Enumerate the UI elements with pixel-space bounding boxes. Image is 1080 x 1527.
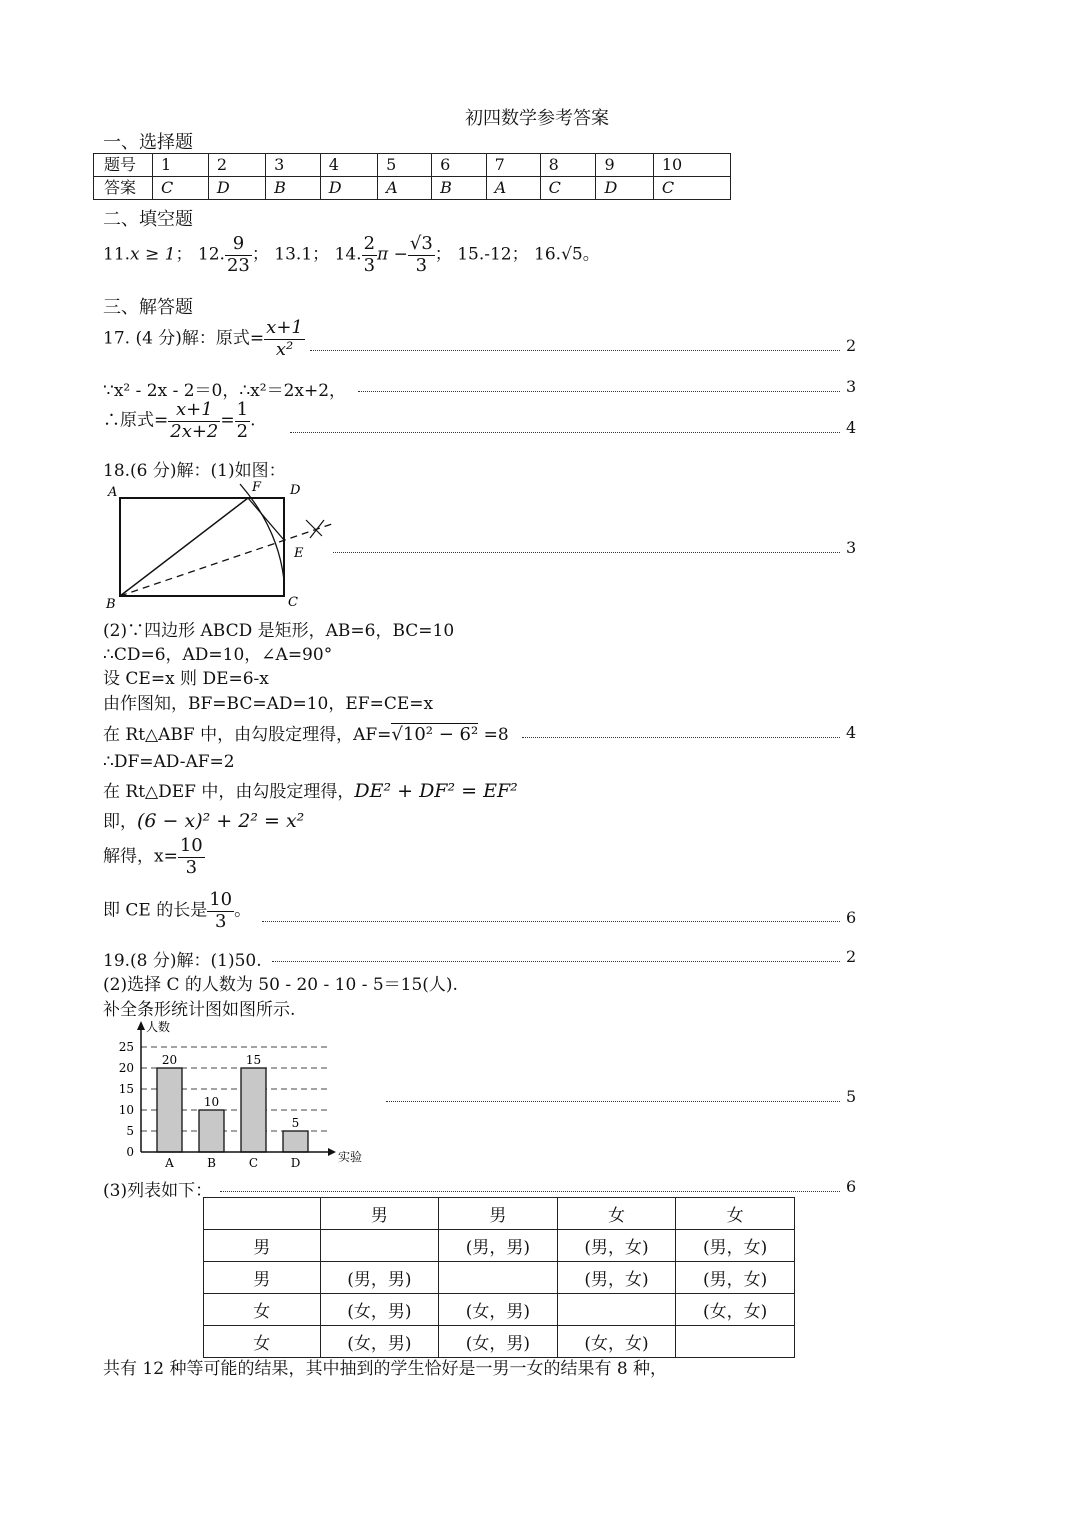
x-tick-label: C	[248, 1156, 259, 1170]
leader-dots	[220, 1191, 840, 1192]
points-q18-6: 4	[846, 723, 857, 742]
q14-denominator: 3	[363, 254, 376, 276]
outcome-cell: (女，女)	[557, 1326, 676, 1358]
q18-ce-denominator: 3	[214, 910, 227, 932]
cell-number: 2	[208, 154, 265, 177]
cell-number: 1	[153, 154, 209, 177]
q18-line-5: 由作图知，BF=BC=AD=10，EF=CE=x	[103, 694, 434, 714]
cell-answer: D	[208, 177, 265, 200]
q18-ce-label: 即 CE 的长是	[103, 900, 208, 921]
q19-line-2: (2)选择 C 的人数为 50 - 20 - 10 - 5＝15(人).	[103, 975, 458, 995]
q17-f3-numerator: 1	[236, 399, 249, 420]
x-axis-label: 实验	[338, 1150, 363, 1164]
outcome-cell	[676, 1326, 795, 1358]
points-q19-4: 6	[846, 1177, 857, 1196]
outcome-cell: (女，男)	[320, 1294, 439, 1326]
cell-answer: B	[432, 177, 487, 200]
separator: ；	[511, 244, 529, 265]
bar-value-label: 20	[161, 1053, 178, 1067]
q11-answer: x ≥ 1	[130, 244, 176, 265]
q17-f1-denominator: x²	[275, 338, 294, 360]
q17-line-1	[103, 318, 305, 360]
q14-label: 14.	[334, 244, 362, 265]
outcome-cell: (女，女)	[676, 1294, 795, 1326]
outcome-row-label: 女	[204, 1294, 321, 1326]
outcome-cell: (男，女)	[557, 1262, 676, 1294]
q18-af-value: =8	[478, 725, 509, 745]
cell-answer: A	[378, 177, 432, 200]
q11-label: 11.	[103, 244, 131, 265]
x-tick-label: B	[207, 1156, 216, 1170]
y-tick-label: 10	[118, 1103, 134, 1117]
row-label-answer: 答案	[94, 177, 153, 200]
row-label-number: 题号	[94, 154, 153, 177]
cell-number: 4	[320, 154, 377, 177]
period: 。	[234, 900, 252, 921]
q18-line-11	[103, 890, 251, 932]
bar-value-label: 15	[245, 1053, 262, 1067]
q18-so-label: 即，	[103, 812, 137, 832]
leader-dots	[358, 391, 840, 392]
y-tick-label: 15	[118, 1082, 134, 1096]
fill-answers-line	[103, 234, 600, 276]
q16-answer: √5	[561, 244, 583, 265]
cell-answer: C	[653, 177, 730, 200]
y-tick-label: 25	[118, 1040, 134, 1054]
q15-answer: 15.-12	[457, 244, 512, 265]
q14-denominator-2: 3	[415, 254, 428, 276]
outcome-row-label	[204, 1198, 321, 1230]
outcome-table	[203, 1197, 795, 1358]
period: 。	[582, 244, 600, 265]
leader-dots	[386, 1101, 840, 1102]
leader-dots	[522, 737, 840, 738]
answer-table-row-answers	[94, 177, 731, 200]
outcome-cell: (女，男)	[439, 1326, 558, 1358]
label-B: B	[106, 597, 116, 612]
q19-line-4: (3)列表如下：	[103, 1181, 213, 1201]
label-E: E	[294, 546, 304, 561]
section-solutions: 三、解答题	[103, 297, 193, 318]
cell-number: 5	[378, 154, 432, 177]
q18-x-numerator: 10	[179, 835, 203, 856]
q17-line-2: ∵x² - 2x - 2＝0，∴x²＝2x+2，	[103, 381, 347, 401]
q16-label: 16.	[534, 244, 562, 265]
q14-fraction-1	[362, 234, 377, 276]
leader-dots	[290, 432, 840, 433]
q17-line-3	[103, 400, 256, 442]
outcome-row-label: 男	[204, 1262, 321, 1294]
bar-D	[283, 1131, 308, 1152]
q17-fraction-1	[264, 318, 305, 360]
bar-B	[199, 1110, 224, 1152]
q18-line-8	[103, 777, 518, 802]
q13-answer: 13.1	[274, 244, 313, 265]
q18-line-10	[103, 836, 205, 878]
section-multiple-choice: 一、选择题	[103, 132, 193, 153]
cell-number: 8	[540, 154, 596, 177]
label-C: C	[288, 595, 298, 610]
points-q18-11: 6	[846, 908, 857, 927]
cell-answer: C	[540, 177, 596, 200]
bar-value-label: 10	[203, 1095, 220, 1109]
q18-geometry-figure	[100, 476, 340, 616]
outcome-cell: (男，女)	[676, 1262, 795, 1294]
points-q19-3: 5	[846, 1087, 857, 1106]
q12-denominator: 23	[226, 254, 250, 276]
q18-def-label: 在 Rt△DEF 中，由勾股定理得，	[103, 782, 355, 802]
points-q19-1: 2	[846, 947, 857, 966]
q12-label: 12.	[197, 244, 225, 265]
q17-f2-denominator: 2x+2	[170, 420, 219, 442]
cell-number: 6	[432, 154, 487, 177]
outcome-table-row	[204, 1294, 795, 1326]
q18-line-7: ∴DF=AD-AF=2	[103, 752, 235, 772]
y-tick-label: 0	[126, 1145, 134, 1159]
label-F: F	[252, 480, 262, 495]
outcome-table-row	[204, 1230, 795, 1262]
x-tick-label: D	[290, 1156, 301, 1170]
q12-numerator: 9	[225, 234, 252, 256]
page-title: 初四数学参考答案	[465, 108, 609, 129]
cell-answer: C	[153, 177, 209, 200]
y-tick-label: 5	[126, 1124, 134, 1138]
bar-value-label: 5	[291, 1116, 300, 1130]
outcome-cell: (女，男)	[439, 1294, 558, 1326]
y-tick-label: 20	[118, 1061, 134, 1075]
q18-line-9	[103, 807, 304, 832]
outcome-table-row	[204, 1326, 795, 1358]
outcome-row-label: 男	[204, 1230, 321, 1262]
q17-f1-numerator: x+1	[266, 317, 303, 338]
bar-C	[241, 1068, 266, 1152]
outcome-cell: (男，女)	[557, 1230, 676, 1262]
outcome-table-row	[204, 1262, 795, 1294]
q17-result-label: ∴原式=	[103, 410, 169, 431]
q19-line-5: 共有 12 种等可能的结果，其中抽到的学生恰好是一男一女的结果有 8 种，	[103, 1359, 668, 1379]
q14-numerator: 2	[363, 233, 376, 254]
q19-line-3: 补全条形统计图如图所示.	[103, 1000, 296, 1020]
cell-number: 9	[596, 154, 653, 177]
outcome-cell: (男，女)	[676, 1230, 795, 1262]
cell-number: 7	[486, 154, 540, 177]
q14-numerator-2: √3	[409, 233, 433, 254]
q18-x-denominator: 3	[185, 856, 198, 878]
separator: ；	[175, 244, 193, 265]
q17-fraction-3	[235, 400, 250, 442]
answer-table-row-numbers	[94, 154, 731, 177]
q17-fraction-2	[168, 400, 220, 442]
section-fill-in: 二、填空题	[103, 209, 193, 230]
outcome-cell: (女，男)	[320, 1326, 439, 1358]
period: .	[250, 410, 256, 431]
leader-dots	[310, 350, 840, 351]
label-D: D	[290, 483, 301, 498]
x-tick-label: A	[165, 1156, 174, 1170]
bar-A	[157, 1068, 182, 1152]
outcome-cell: 女	[676, 1198, 795, 1230]
q17-f3-denominator: 2	[236, 420, 249, 442]
outcome-cell	[439, 1262, 558, 1294]
outcome-cell: 男	[439, 1198, 558, 1230]
q18-def-equation: DE² + DF² = EF²	[354, 780, 518, 802]
cell-answer: A	[486, 177, 540, 200]
y-axis-label: 人数	[146, 1020, 171, 1034]
outcome-row-label: 女	[204, 1326, 321, 1358]
outcome-table-row	[204, 1198, 795, 1230]
separator: ；	[251, 244, 269, 265]
q19-line-1: 19.(8 分)解：(1)50.	[103, 951, 262, 971]
q17-f2-numerator: x+1	[168, 400, 220, 422]
q18-ce-numerator: 10	[209, 889, 233, 910]
label-A: A	[108, 485, 118, 500]
separator: ；	[312, 244, 330, 265]
cell-answer: D	[320, 177, 377, 200]
equals: =	[220, 410, 235, 431]
q18-af-radical: √10² − 6²	[391, 724, 479, 745]
q14-fraction-2	[408, 234, 435, 276]
cell-answer: B	[266, 177, 321, 200]
q12-fraction	[225, 234, 252, 276]
bar-chart	[100, 1016, 380, 1176]
q18-solve-label: 解得，x=	[103, 846, 178, 867]
outcome-cell: 男	[320, 1198, 439, 1230]
outcome-cell	[557, 1294, 676, 1326]
outcome-cell: 女	[557, 1198, 676, 1230]
q18-equation: (6 − x)² + 2² = x²	[137, 810, 305, 832]
q18-af-label: 在 Rt△ABF 中，由勾股定理得，AF=	[103, 725, 392, 745]
outcome-cell: (男，男)	[439, 1230, 558, 1262]
q18-x-fraction	[178, 836, 205, 878]
outcome-cell	[320, 1230, 439, 1262]
points-q17-3: 4	[846, 418, 857, 437]
q18-line-4: 设 CE=x 则 DE=6-x	[103, 669, 269, 689]
q14-pi: π −	[377, 244, 408, 265]
q18-line-1: 18.(6 分)解：(1)如图：	[103, 461, 286, 481]
points-q17-2: 3	[846, 377, 857, 396]
cell-number: 3	[266, 154, 321, 177]
leader-dots	[272, 961, 840, 962]
separator: ；	[434, 244, 452, 265]
cell-answer: D	[596, 177, 653, 200]
leader-dots	[262, 921, 840, 922]
cell-number: 10	[653, 154, 730, 177]
q18-ce-fraction	[207, 890, 234, 932]
points-q18-1: 3	[846, 538, 857, 557]
q18-line-2: (2)∵四边形 ABCD 是矩形，AB=6，BC=10	[103, 621, 455, 641]
answer-table	[93, 153, 731, 200]
outcome-cell: (男，男)	[320, 1262, 439, 1294]
q18-line-3: ∴CD=6，AD=10，∠A=90°	[103, 645, 333, 665]
leader-dots	[333, 552, 840, 553]
points-q17-1: 2	[846, 336, 857, 355]
q17-intro: 17. (4 分)解：原式=	[103, 328, 265, 349]
q18-line-6	[103, 720, 509, 745]
